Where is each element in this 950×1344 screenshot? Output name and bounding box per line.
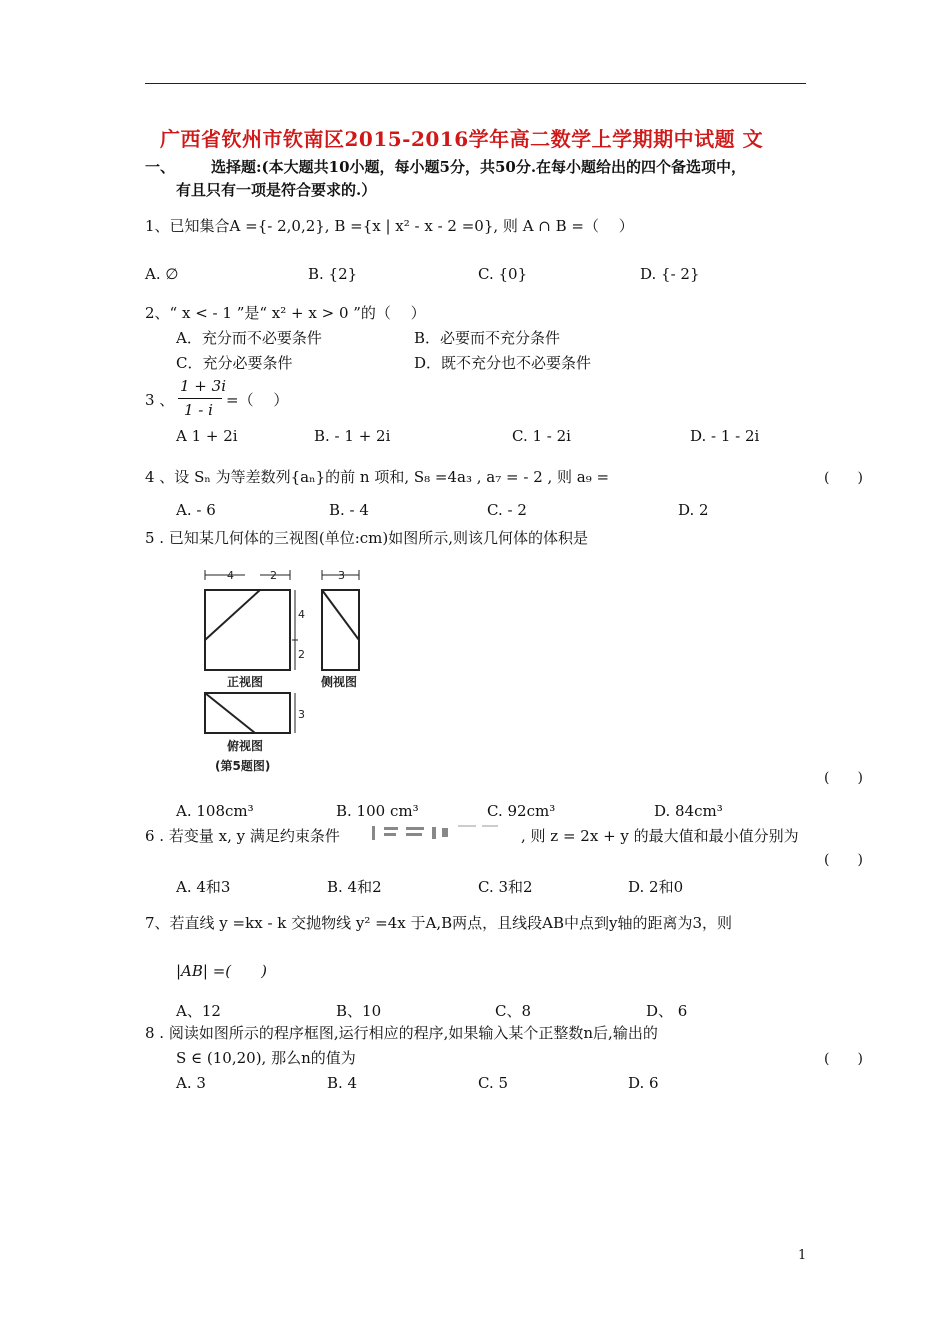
- question-4-option-a: A. - 6: [176, 501, 216, 519]
- question-3-numerator: 1 + 3i: [180, 377, 226, 395]
- question-5-option-b: B. 100 cm³: [336, 802, 419, 820]
- front-view-label: 正视图: [227, 675, 264, 689]
- question-8-option-c: C. 5: [478, 1074, 509, 1092]
- question-5-option-a: A. 108cm³: [176, 802, 254, 820]
- question-7-text: 7、若直线 y =kx - k 交抛物线 y² =4x 于A,B两点，且线段AB中点到y轴的距离为3，则: [145, 914, 732, 932]
- question-2-text: 2、“ x < - 1 ”是“ x² + x > 0 ”的（ ）: [145, 304, 426, 322]
- question-3-tail: =（ ）: [226, 391, 289, 409]
- figure-caption: (第5题图): [215, 759, 271, 773]
- question-6-text-b: , 则 z = 2x + y 的最大值和最小值分别为: [521, 827, 799, 845]
- question-5-answer-paren: ( ): [824, 770, 863, 786]
- question-3-option-b: B. - 1 + 2i: [314, 427, 391, 445]
- section-number: 一、: [145, 158, 176, 176]
- question-4-option-b: B. - 4: [329, 501, 369, 519]
- question-4-text: 4 、设 Sₙ 为等差数列{aₙ}的前 n 项和, S₈ =4a₃ , a₇ = - 2 , 则 a₉ =: [145, 468, 610, 486]
- question-8-text: 8 . 阅读如图所示的程序框图,运行相应的程序,如果输入某个正整数n后,输出的: [145, 1024, 658, 1042]
- question-7-line2: |AB| =( ): [176, 962, 268, 980]
- question-3-option-a: A 1 + 2i: [176, 427, 238, 445]
- three-view-drawing: [175, 560, 375, 782]
- question-7-option-c: C、8: [495, 1002, 532, 1020]
- question-3-fraction-bar: [178, 398, 222, 399]
- question-5-option-d: D. 84cm³: [654, 802, 723, 820]
- question-1-option-b: B. {2}: [308, 265, 358, 283]
- section-instructions-line1: 选择题:(本大题共10小题，每小题5分，共50分.在每小题给出的四个备选项中，: [211, 158, 747, 176]
- question-5-text: 5 . 已知某几何体的三视图(单位:cm)如图所示,则该几何体的体积是: [145, 529, 589, 547]
- question-2-option-c: C．充分必要条件: [176, 354, 293, 372]
- dim-height-upper: 4: [298, 608, 305, 621]
- dim-front-width: 4: [227, 569, 234, 582]
- question-3-option-d: D. - 1 - 2i: [690, 427, 760, 445]
- dim-height-lower: 2: [298, 648, 305, 661]
- question-1-text: 1、已知集合A ={- 2,0,2}, B ={x | x² - x - 2 =0}, 则 A ∩ B =（ ）: [145, 217, 634, 235]
- question-4-option-c: C. - 2: [487, 501, 527, 519]
- question-6-option-d: D. 2和0: [628, 878, 684, 896]
- top-view-label: 俯视图: [227, 739, 264, 753]
- question-6-option-b: B. 4和2: [327, 878, 382, 896]
- page-title: 广西省钦州市钦南区2015-2016学年高二数学上学期期中试题 文: [160, 127, 764, 151]
- question-3-option-c: C. 1 - 2i: [512, 427, 571, 445]
- constraint-system-image: [370, 822, 520, 844]
- question-3-denominator: 1 - i: [184, 401, 213, 419]
- question-8-option-b: B. 4: [327, 1074, 358, 1092]
- question-8-option-a: A. 3: [176, 1074, 206, 1092]
- page-number: 1: [798, 1248, 807, 1263]
- question-8-option-d: D. 6: [628, 1074, 659, 1092]
- question-4-answer-paren: ( ): [824, 470, 863, 486]
- question-1-option-d: D. {- 2}: [640, 265, 700, 283]
- constraint-system-drawing: [370, 822, 520, 844]
- question-2-option-a: A．充分而不必要条件: [176, 329, 322, 347]
- question-6-option-a: A. 4和3: [176, 878, 231, 896]
- question-4-option-d: D. 2: [678, 501, 709, 519]
- question-7-option-a: A、12: [176, 1002, 221, 1020]
- question-5-option-c: C. 92cm³: [487, 802, 556, 820]
- question-6-option-c: C. 3和2: [478, 878, 533, 896]
- question-7-option-b: B、10: [336, 1002, 382, 1020]
- dim-side-width: 3: [338, 569, 345, 582]
- question-6-answer-paren: ( ): [824, 852, 863, 868]
- section-instructions-line2: 有且只有一项是符合要求的.）: [176, 181, 377, 199]
- question-1-option-a: A. ∅: [145, 265, 179, 283]
- dim-top-depth: 3: [298, 708, 305, 721]
- question-6-text-a: 6 . 若变量 x, y 满足约束条件: [145, 827, 340, 845]
- question-1-option-c: C. {0}: [478, 265, 528, 283]
- question-2-option-d: D．既不充分也不必要条件: [414, 354, 592, 372]
- dim-front-offset: 2: [270, 569, 277, 582]
- question-2-option-b: B．必要而不充分条件: [414, 329, 561, 347]
- header-rule: [145, 83, 806, 84]
- question-3-label: 3 、: [145, 391, 175, 409]
- question-7-option-d: D、 6: [646, 1002, 688, 1020]
- side-view-label: 侧视图: [321, 675, 358, 689]
- question-8-answer-paren: ( ): [824, 1051, 863, 1067]
- question-8-line2: S ∈ (10,20), 那么n的值为: [176, 1049, 356, 1067]
- three-view-figure: [175, 560, 375, 782]
